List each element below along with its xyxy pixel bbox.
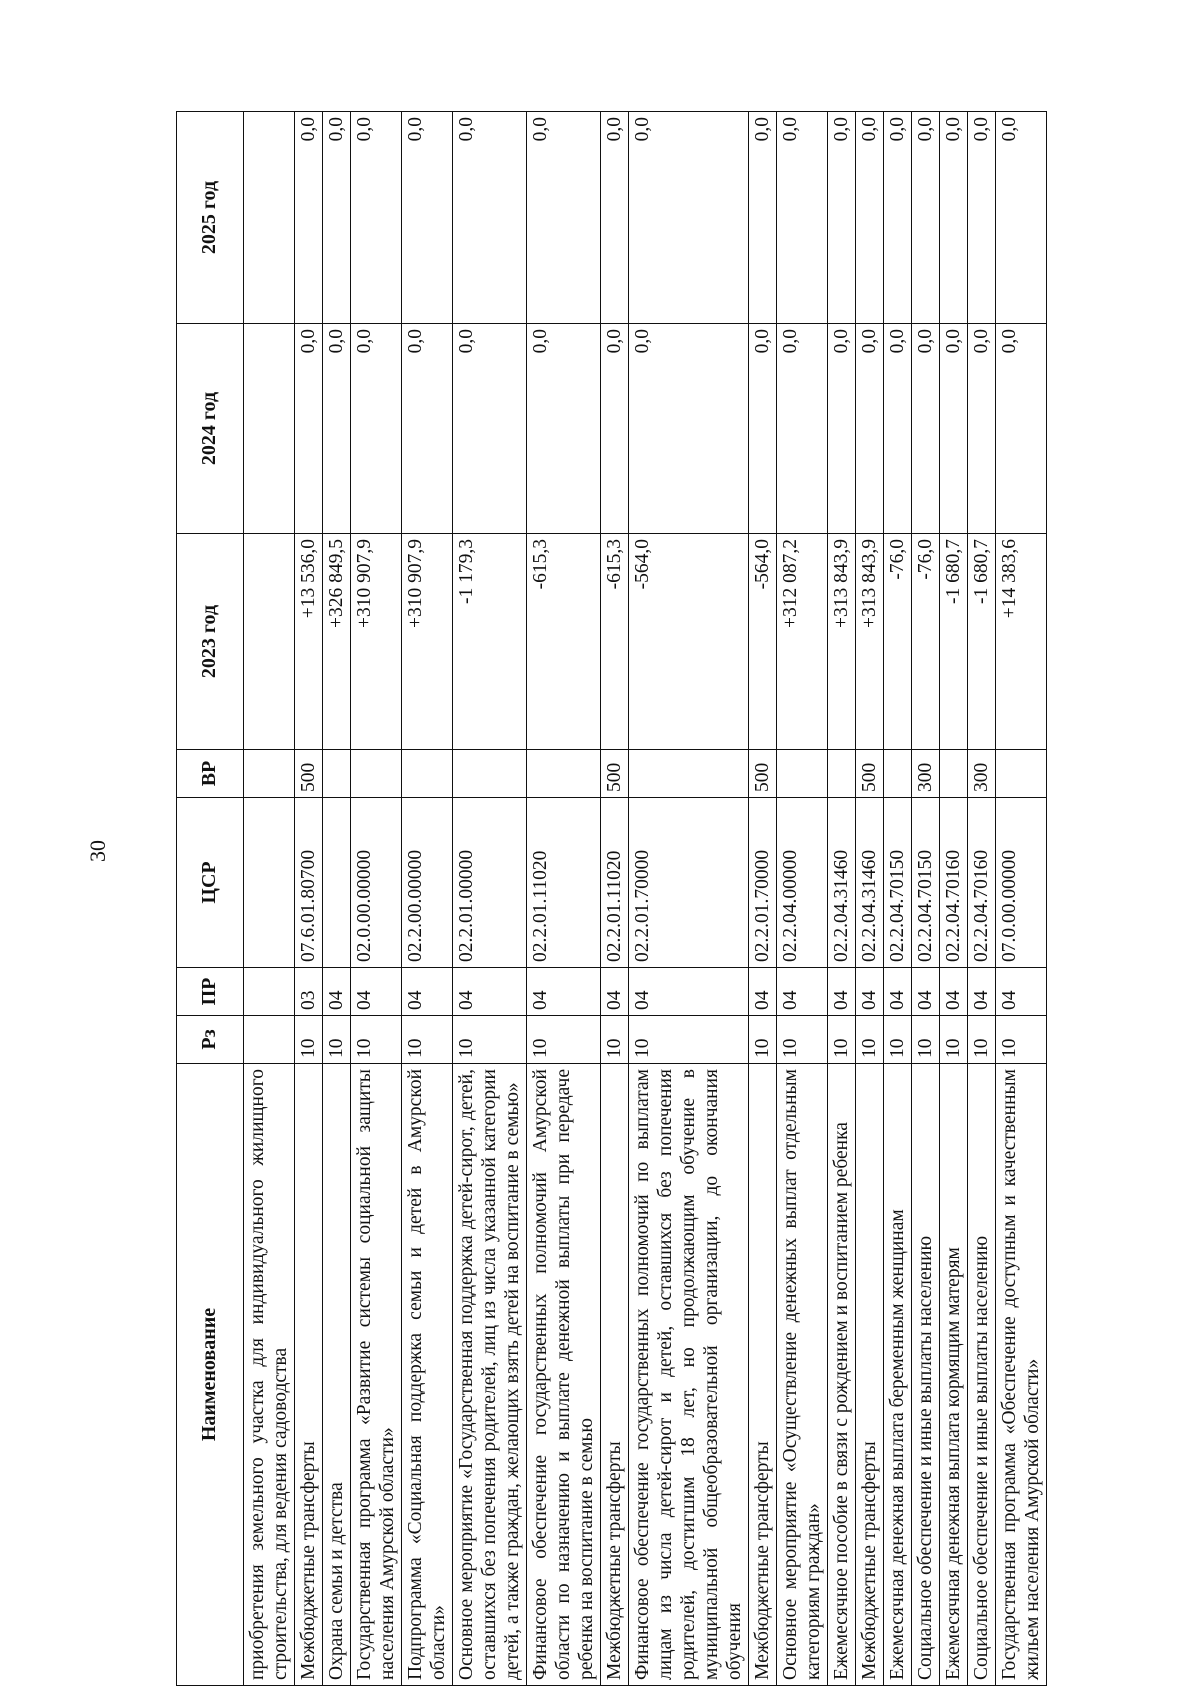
cell-name: Социальное обеспечение и иные выплаты населению	[968, 1064, 996, 1686]
header-csr: ЦСР	[177, 798, 244, 968]
cell-name: Охрана семьи и детства	[323, 1064, 351, 1686]
cell-vr	[402, 750, 453, 798]
cell-rz: 10	[402, 1016, 453, 1064]
cell-vr	[351, 750, 402, 798]
budget-table	[176, 111, 1047, 1686]
cell-2023: +313 843,9	[828, 534, 856, 750]
cell-csr: 02.2.04.70150	[884, 798, 912, 968]
cell-2024: 0,0	[777, 324, 828, 534]
cell-2023: -1 680,7	[968, 534, 996, 750]
cell-2024: 0,0	[912, 324, 940, 534]
cell-2024: 0,0	[749, 324, 777, 534]
cell-vr	[323, 750, 351, 798]
cell-2025: 0,0	[323, 112, 351, 324]
page-number: 30	[85, 840, 110, 862]
cell-2023: -76,0	[912, 534, 940, 750]
cell-2025: 0,0	[884, 112, 912, 324]
cell-rz: 10	[749, 1016, 777, 1064]
cell-2023: +326 849,5	[323, 534, 351, 750]
cell-2023	[244, 534, 295, 750]
cell-csr: 02.2.00.00000	[402, 798, 453, 968]
cell-2024: 0,0	[629, 324, 749, 534]
table-row	[968, 112, 996, 1686]
cell-rz: 10	[629, 1016, 749, 1064]
cell-vr	[884, 750, 912, 798]
cell-vr	[629, 750, 749, 798]
cell-pr	[244, 968, 295, 1016]
cell-2023: +14 383,6	[996, 534, 1047, 750]
cell-rz: 10	[828, 1016, 856, 1064]
cell-csr: 02.2.04.70160	[968, 798, 996, 968]
cell-rz: 10	[351, 1016, 402, 1064]
table-body	[244, 112, 1047, 1686]
cell-pr: 04	[884, 968, 912, 1016]
cell-name: Финансовое обеспечение государственных полномочий по выплатам лицам из числа детей-сирот и детей, оставшихся без попечения родителей, достигшим 18 лет, но продолжающим обучение в муниципальной общеобразовательной организации, до окончания обучения	[629, 1064, 749, 1686]
cell-2023: +313 843,9	[856, 534, 884, 750]
cell-2025	[244, 112, 295, 324]
cell-2025: 0,0	[856, 112, 884, 324]
cell-name: Ежемесячное пособие в связи с рождением и воспитанием ребенка	[828, 1064, 856, 1686]
cell-rz: 10	[884, 1016, 912, 1064]
cell-2025: 0,0	[912, 112, 940, 324]
cell-pr: 04	[996, 968, 1047, 1016]
cell-rz: 10	[601, 1016, 629, 1064]
table-row	[912, 112, 940, 1686]
cell-vr	[453, 750, 527, 798]
cell-pr: 04	[912, 968, 940, 1016]
table-row	[777, 112, 828, 1686]
cell-2025: 0,0	[940, 112, 968, 324]
cell-2025: 0,0	[828, 112, 856, 324]
cell-rz: 10	[453, 1016, 527, 1064]
table-row	[828, 112, 856, 1686]
cell-2024: 0,0	[453, 324, 527, 534]
cell-csr: 02.2.04.31460	[828, 798, 856, 968]
cell-2025: 0,0	[453, 112, 527, 324]
cell-2024: 0,0	[996, 324, 1047, 534]
cell-name: Государственная программа «Развитие системы социальной защиты населения Амурской области»	[351, 1064, 402, 1686]
table-header-row	[177, 112, 244, 1686]
cell-pr: 04	[601, 968, 629, 1016]
cell-2025: 0,0	[996, 112, 1047, 324]
cell-rz: 10	[912, 1016, 940, 1064]
cell-rz: 10	[527, 1016, 601, 1064]
table-row	[856, 112, 884, 1686]
cell-name: Подпрограмма «Социальная поддержка семьи и детей в Амурской области»	[402, 1064, 453, 1686]
cell-pr: 04	[968, 968, 996, 1016]
cell-pr: 04	[856, 968, 884, 1016]
cell-vr	[996, 750, 1047, 798]
cell-pr: 04	[351, 968, 402, 1016]
cell-2025: 0,0	[968, 112, 996, 324]
cell-pr: 04	[629, 968, 749, 1016]
cell-name: Финансовое обеспечение государственных полномочий Амурской области по назначению и выплате денежной выплаты при передаче ребенка на воспитание в семью	[527, 1064, 601, 1686]
cell-vr: 500	[295, 750, 323, 798]
cell-name: Межбюджетные трансферты	[856, 1064, 884, 1686]
cell-2024: 0,0	[323, 324, 351, 534]
cell-name: Ежемесячная денежная выплата кормящим матерям	[940, 1064, 968, 1686]
cell-2024: 0,0	[402, 324, 453, 534]
cell-rz	[244, 1016, 295, 1064]
cell-vr: 300	[912, 750, 940, 798]
cell-csr: 07.0.00.00000	[996, 798, 1047, 968]
header-2025: 2025 год	[177, 112, 244, 324]
header-rz: Рз	[177, 1016, 244, 1064]
cell-rz: 10	[323, 1016, 351, 1064]
cell-2023: -76,0	[884, 534, 912, 750]
header-2024: 2024 год	[177, 324, 244, 534]
table-row	[402, 112, 453, 1686]
cell-2025: 0,0	[295, 112, 323, 324]
cell-2024: 0,0	[295, 324, 323, 534]
cell-2024	[244, 324, 295, 534]
cell-vr	[244, 750, 295, 798]
cell-2023: -564,0	[629, 534, 749, 750]
cell-pr: 04	[749, 968, 777, 1016]
cell-name: Межбюджетные трансферты	[295, 1064, 323, 1686]
cell-2024: 0,0	[601, 324, 629, 534]
table-row	[940, 112, 968, 1686]
cell-2023: -615,3	[601, 534, 629, 750]
cell-pr: 04	[527, 968, 601, 1016]
cell-csr: 02.2.01.00000	[453, 798, 527, 968]
header-vr: ВР	[177, 750, 244, 798]
table-row	[749, 112, 777, 1686]
header-name: Наименование	[177, 1064, 244, 1686]
table-row	[884, 112, 912, 1686]
cell-name: Межбюджетные трансферты	[601, 1064, 629, 1686]
cell-csr: 02.2.04.70160	[940, 798, 968, 968]
cell-2025: 0,0	[601, 112, 629, 324]
cell-2023: -564,0	[749, 534, 777, 750]
cell-2024: 0,0	[527, 324, 601, 534]
cell-vr	[777, 750, 828, 798]
cell-2025: 0,0	[749, 112, 777, 324]
cell-2024: 0,0	[351, 324, 402, 534]
cell-2023: +310 907,9	[351, 534, 402, 750]
cell-csr: 02.0.00.00000	[351, 798, 402, 968]
cell-2024: 0,0	[856, 324, 884, 534]
cell-csr: 02.2.01.70000	[749, 798, 777, 968]
cell-2023: -615,3	[527, 534, 601, 750]
cell-pr: 03	[295, 968, 323, 1016]
cell-2025: 0,0	[527, 112, 601, 324]
cell-csr: 02.2.01.70000	[629, 798, 749, 968]
table-row	[323, 112, 351, 1686]
cell-rz: 10	[856, 1016, 884, 1064]
rotated-table-container	[176, 112, 1043, 1686]
cell-csr: 02.2.04.00000	[777, 798, 828, 968]
table-row	[351, 112, 402, 1686]
cell-name: Ежемесячная денежная выплата беременным женщинам	[884, 1064, 912, 1686]
cell-pr: 04	[940, 968, 968, 1016]
cell-rz: 10	[777, 1016, 828, 1064]
cell-vr: 500	[749, 750, 777, 798]
cell-2025: 0,0	[777, 112, 828, 324]
cell-name: Социальное обеспечение и иные выплаты населению	[912, 1064, 940, 1686]
cell-vr	[940, 750, 968, 798]
cell-csr: 02.2.01.11020	[601, 798, 629, 968]
cell-2025: 0,0	[351, 112, 402, 324]
table-row	[295, 112, 323, 1686]
cell-pr: 04	[402, 968, 453, 1016]
cell-2023: +13 536,0	[295, 534, 323, 750]
cell-rz: 10	[968, 1016, 996, 1064]
cell-name: Межбюджетные трансферты	[749, 1064, 777, 1686]
cell-rz: 10	[940, 1016, 968, 1064]
cell-csr: 02.2.01.11020	[527, 798, 601, 968]
cell-2023: +312 087,2	[777, 534, 828, 750]
cell-vr: 300	[968, 750, 996, 798]
cell-2024: 0,0	[828, 324, 856, 534]
cell-2024: 0,0	[884, 324, 912, 534]
cell-2023: +310 907,9	[402, 534, 453, 750]
cell-csr	[244, 798, 295, 968]
header-2023: 2023 год	[177, 534, 244, 750]
table-row	[601, 112, 629, 1686]
cell-rz: 10	[295, 1016, 323, 1064]
cell-2023: -1 179,3	[453, 534, 527, 750]
table-row	[453, 112, 527, 1686]
cell-2025: 0,0	[402, 112, 453, 324]
cell-vr	[527, 750, 601, 798]
cell-name: Основное мероприятие «Государственная поддержка детей-сирот, детей, оставшихся без попечения родителей, лиц из числа указанной категории детей, а также граждан, желающих взять детей на воспитание в семью»	[453, 1064, 527, 1686]
cell-pr: 04	[323, 968, 351, 1016]
cell-name: приобретения земельного участка для индивидуального жилищного строительства, для ведения садоводства	[244, 1064, 295, 1686]
cell-csr	[323, 798, 351, 968]
table-row	[996, 112, 1047, 1686]
cell-2024: 0,0	[968, 324, 996, 534]
cell-2025: 0,0	[629, 112, 749, 324]
cell-vr: 500	[601, 750, 629, 798]
cell-rz: 10	[996, 1016, 1047, 1064]
cell-csr: 07.6.01.80700	[295, 798, 323, 968]
cell-vr: 500	[856, 750, 884, 798]
table-row	[629, 112, 749, 1686]
cell-2023: -1 680,7	[940, 534, 968, 750]
table-row	[244, 112, 295, 1686]
cell-pr: 04	[453, 968, 527, 1016]
cell-csr: 02.2.04.31460	[856, 798, 884, 968]
cell-csr: 02.2.04.70150	[912, 798, 940, 968]
cell-2024: 0,0	[940, 324, 968, 534]
header-pr: ПР	[177, 968, 244, 1016]
cell-name: Основное мероприятие «Осуществление денежных выплат отдельным категориям граждан»	[777, 1064, 828, 1686]
cell-vr	[828, 750, 856, 798]
table-row	[527, 112, 601, 1686]
cell-name: Государственная программа «Обеспечение доступным и качественным жильем населения Амурской области»	[996, 1064, 1047, 1686]
cell-pr: 04	[777, 968, 828, 1016]
cell-pr: 04	[828, 968, 856, 1016]
